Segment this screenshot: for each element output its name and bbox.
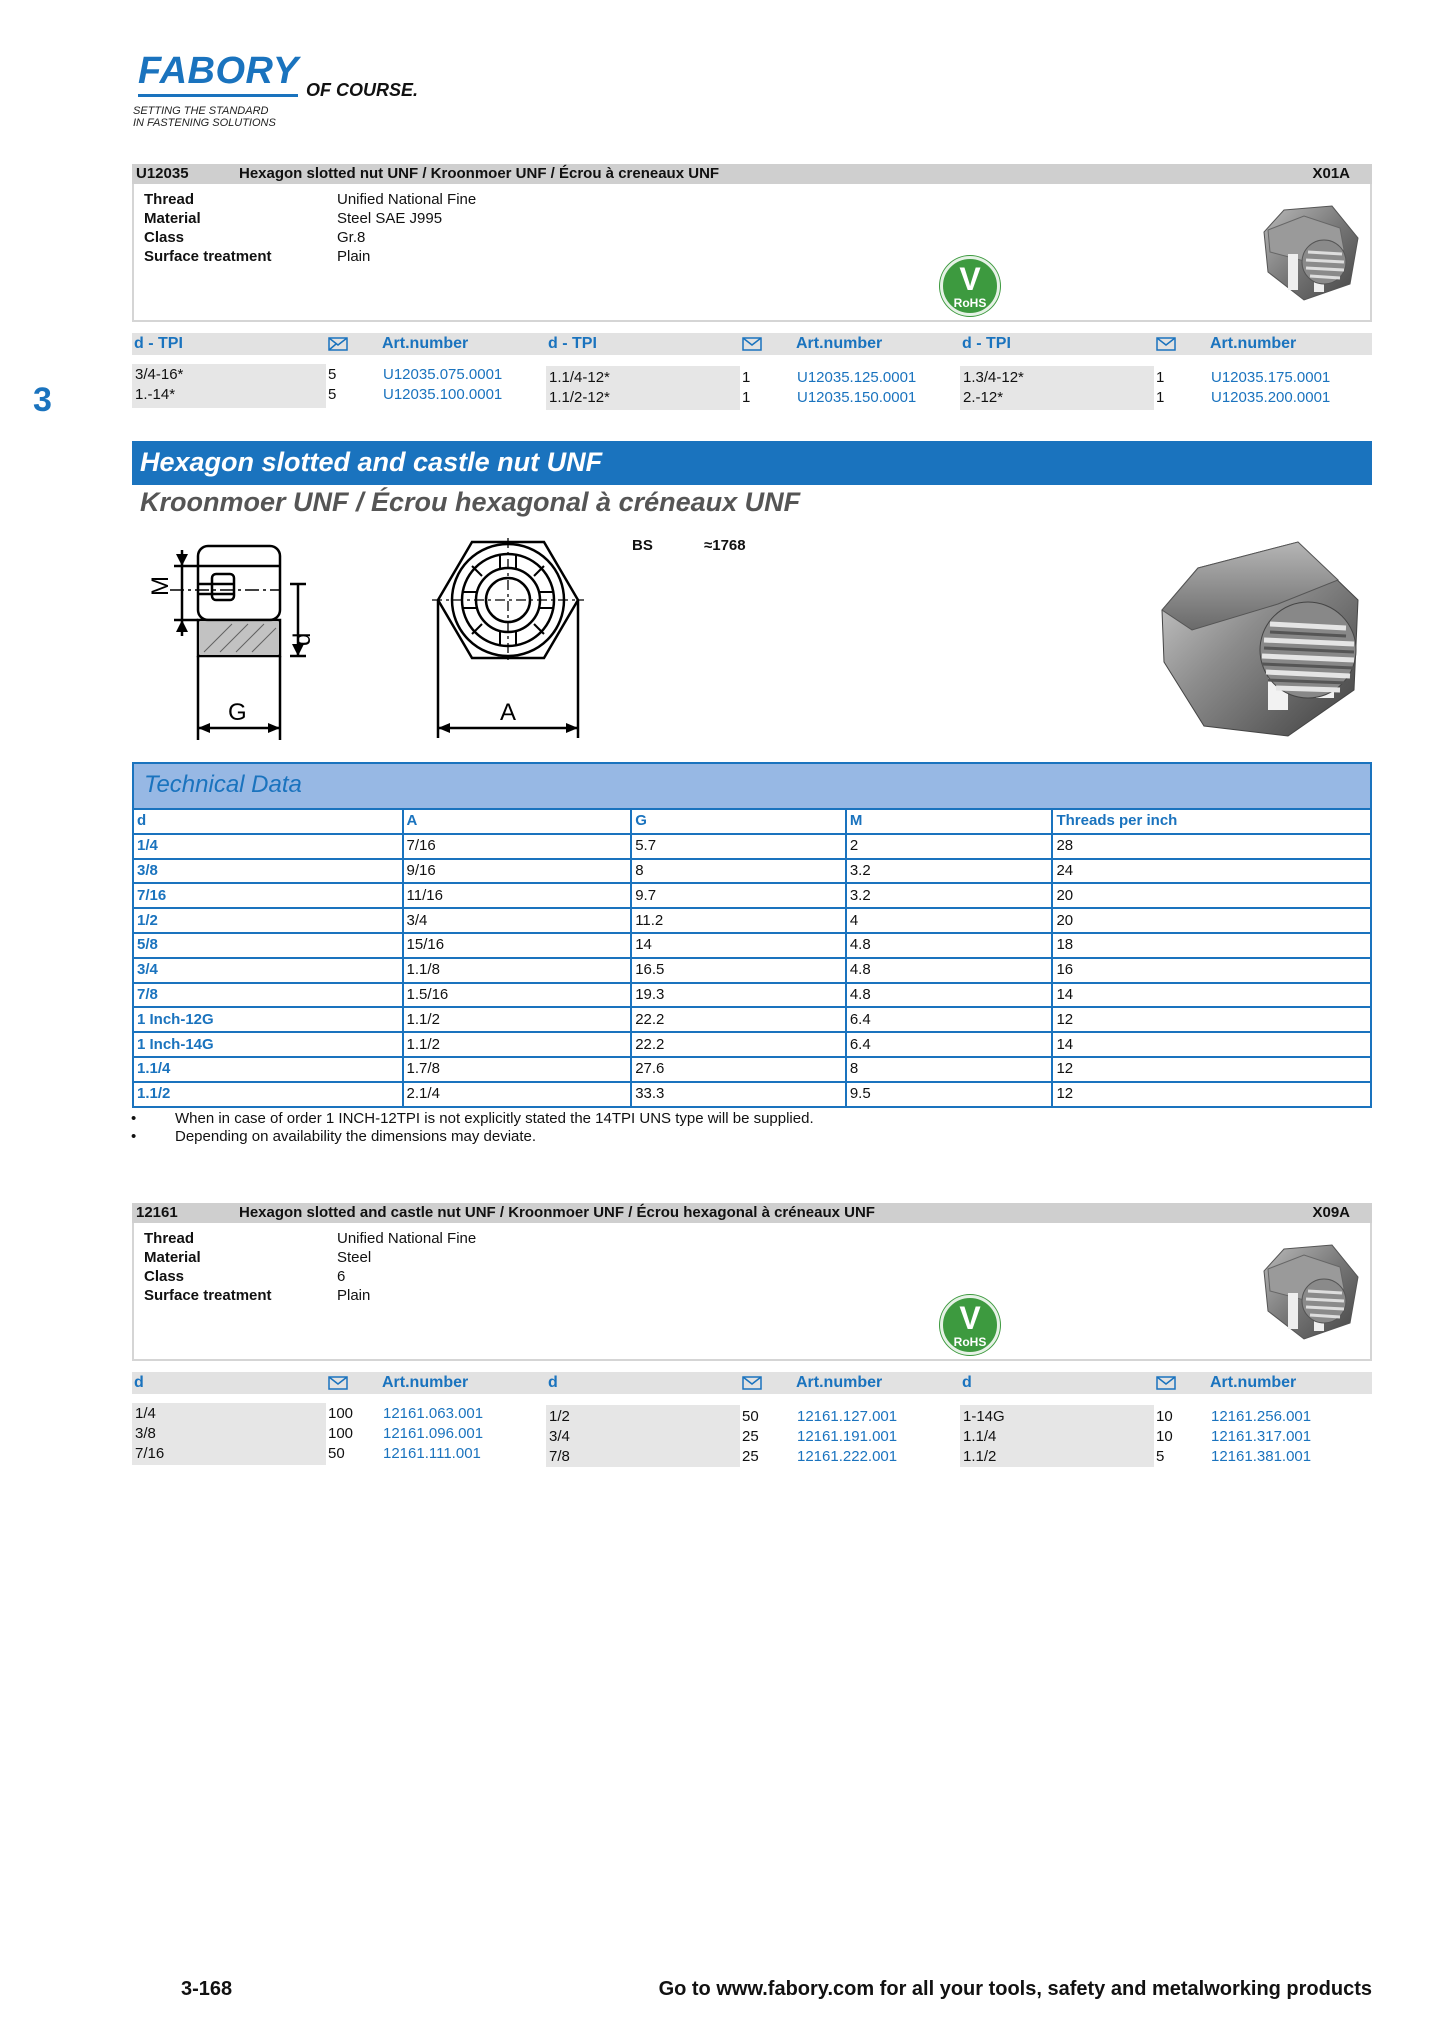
package-icon bbox=[328, 337, 348, 351]
table-row: 3/8 9/16 8 3.2 24 bbox=[133, 859, 1371, 884]
order-qty: 5 bbox=[328, 366, 337, 383]
order-qty: 50 bbox=[742, 1408, 759, 1425]
technical-data-title: Technical Data bbox=[144, 771, 302, 798]
order-d: 3/8 bbox=[135, 1425, 156, 1442]
order-d: 1.1/4-12* bbox=[549, 369, 610, 386]
order-d: 7/8 bbox=[549, 1448, 570, 1465]
order-d: 1.-14* bbox=[135, 386, 176, 403]
package-icon bbox=[328, 1376, 348, 1390]
product-ref: X01A bbox=[1312, 165, 1350, 182]
order-qty: 1 bbox=[742, 389, 751, 406]
section-banner bbox=[132, 441, 1372, 485]
article-number[interactable]: 12161.191.001 bbox=[797, 1428, 898, 1445]
product-1-header bbox=[132, 164, 1372, 184]
technical-data-table bbox=[132, 808, 1372, 1108]
package-icon bbox=[742, 337, 762, 351]
order-qty: 10 bbox=[1156, 1408, 1173, 1425]
dim-label-M: M bbox=[147, 576, 174, 596]
section-title: Hexagon slotted and castle nut UNF bbox=[140, 447, 603, 477]
order-d: 1.1/4 bbox=[963, 1428, 997, 1445]
order-d: 7/16 bbox=[135, 1445, 165, 1462]
order-qty: 1 bbox=[1156, 369, 1165, 386]
standard-value: ≈1768 bbox=[704, 537, 746, 554]
order-qty: 1 bbox=[742, 369, 751, 386]
rohs-badge: V RoHS bbox=[940, 256, 1000, 316]
note-bullet: • bbox=[131, 1110, 137, 1127]
logo-underline bbox=[138, 94, 298, 97]
dim-label-G: G bbox=[228, 699, 247, 726]
article-number[interactable]: 12161.127.001 bbox=[797, 1408, 898, 1425]
order-qty: 5 bbox=[1156, 1448, 1165, 1465]
article-number[interactable]: U12035.075.0001 bbox=[383, 366, 503, 383]
table-row: 1.1/4 1.7/8 27.6 8 12 bbox=[133, 1057, 1371, 1082]
order-d: 1-14G bbox=[963, 1408, 1005, 1425]
table-row: 3/4 1.1/8 16.5 4.8 16 bbox=[133, 958, 1371, 983]
order-d: 3/4-16* bbox=[135, 366, 184, 383]
product-2-details: Thread Unified National Fine Material Steel Class 6 Surface treatment Plain V RoHS bbox=[132, 1223, 1372, 1361]
order-qty: 100 bbox=[328, 1405, 354, 1422]
castle-nut-photo-icon bbox=[1158, 540, 1372, 740]
article-number[interactable]: U12035.125.0001 bbox=[797, 369, 917, 386]
package-icon bbox=[1156, 1376, 1176, 1390]
article-number[interactable]: 12161.063.001 bbox=[383, 1405, 484, 1422]
order-qty: 1 bbox=[1156, 389, 1165, 406]
order-qty: 25 bbox=[742, 1428, 759, 1445]
table-header-row: d A G M Threads per inch bbox=[133, 809, 1371, 834]
package-icon bbox=[742, 1376, 762, 1390]
order-d: 1/4 bbox=[135, 1405, 156, 1422]
footer-link-text[interactable]: Go to www.fabory.com for all your tools, safety and metalworking products bbox=[658, 1978, 1372, 2000]
article-number[interactable]: U12035.100.0001 bbox=[383, 386, 503, 403]
article-number[interactable]: 12161.256.001 bbox=[1211, 1408, 1312, 1425]
order-table-1-header: d - TPI Art.number d - TPI Art.number d - TPI Art.number bbox=[132, 333, 1372, 355]
product-1-details: Thread Unified National Fine Material Steel SAE J995 Class Gr.8 Surface treatment Plain V RoHS bbox=[132, 184, 1372, 322]
table-row: 1 Inch-12G 1.1/2 22.2 6.4 12 bbox=[133, 1007, 1371, 1032]
table-row: 7/16 11/16 9.7 3.2 20 bbox=[133, 883, 1371, 908]
order-qty: 25 bbox=[742, 1448, 759, 1465]
order-d: 2.-12* bbox=[963, 389, 1004, 406]
product-2-header bbox=[132, 1203, 1372, 1223]
order-qty: 10 bbox=[1156, 1428, 1173, 1445]
product-title: Hexagon slotted nut UNF / Kroonmoer UNF / Écrou à creneaux UNF bbox=[239, 165, 720, 182]
table-row: 1.1/2 2.1/4 33.3 9.5 12 bbox=[133, 1082, 1371, 1107]
table-row: 1/4 7/16 5.7 2 28 bbox=[133, 834, 1371, 859]
order-d: 1.1/2-12* bbox=[549, 389, 610, 406]
article-number[interactable]: 12161.222.001 bbox=[797, 1448, 898, 1465]
order-d: 1.1/2 bbox=[963, 1448, 997, 1465]
standard-label: BS bbox=[632, 537, 653, 554]
product-code: 12161 bbox=[136, 1204, 178, 1221]
side-view-drawing bbox=[130, 540, 316, 740]
dim-label-A: A bbox=[500, 699, 517, 726]
table-row: 5/8 15/16 14 4.8 18 bbox=[133, 933, 1371, 958]
technical-data-header bbox=[132, 762, 1372, 808]
article-number[interactable]: 12161.317.001 bbox=[1211, 1428, 1312, 1445]
product-ref: X09A bbox=[1312, 1204, 1350, 1221]
nut-photo-icon bbox=[1254, 202, 1366, 306]
order-d: 3/4 bbox=[549, 1428, 570, 1445]
article-number[interactable]: 12161.111.001 bbox=[383, 1445, 481, 1462]
note-text: When in case of order 1 INCH-12TPI is not explicitly stated the 14TPI UNS type will be supplied. bbox=[175, 1110, 814, 1127]
dim-label-d: d bbox=[289, 632, 316, 646]
order-qty: 5 bbox=[328, 386, 337, 403]
order-d: 1/2 bbox=[549, 1408, 570, 1425]
order-qty: 100 bbox=[328, 1425, 354, 1442]
article-number[interactable]: U12035.200.0001 bbox=[1211, 389, 1331, 406]
article-number[interactable]: U12035.175.0001 bbox=[1211, 369, 1331, 386]
brand-tagline: SETTING THE STANDARD IN FASTENING SOLUTIONS bbox=[133, 105, 276, 129]
table-row: 7/8 1.5/16 19.3 4.8 14 bbox=[133, 983, 1371, 1008]
page-number: 3-168 bbox=[181, 1978, 233, 2000]
brand-logo: FABORY bbox=[138, 50, 299, 92]
article-number[interactable]: 12161.096.001 bbox=[383, 1425, 484, 1442]
table-row: 1/2 3/4 11.2 4 20 bbox=[133, 908, 1371, 933]
chapter-number: 3 bbox=[33, 381, 52, 419]
product-title: Hexagon slotted and castle nut UNF / Kroonmoer UNF / Écrou hexagonal à créneaux UNF bbox=[239, 1204, 875, 1221]
section-subtitle: Kroonmoer UNF / Écrou hexagonal à créneaux UNF bbox=[140, 487, 801, 517]
order-table-2-header: d Art.number d Art.number d Art.number bbox=[132, 1372, 1372, 1394]
product-code: U12035 bbox=[136, 165, 189, 182]
order-qty: 50 bbox=[328, 1445, 345, 1462]
brand-slogan: OF COURSE. bbox=[306, 80, 419, 100]
note-bullet: • bbox=[131, 1128, 137, 1145]
nut-photo-icon bbox=[1254, 1241, 1366, 1345]
order-d: 1.3/4-12* bbox=[963, 369, 1024, 386]
article-number[interactable]: U12035.150.0001 bbox=[797, 389, 917, 406]
top-view-drawing bbox=[432, 538, 582, 738]
note-text: Depending on availability the dimensions may deviate. bbox=[175, 1128, 537, 1145]
table-row: 1 Inch-14G 1.1/2 22.2 6.4 14 bbox=[133, 1032, 1371, 1057]
package-icon bbox=[1156, 337, 1176, 351]
rohs-badge: V RoHS bbox=[940, 1295, 1000, 1355]
article-number[interactable]: 12161.381.001 bbox=[1211, 1448, 1312, 1465]
